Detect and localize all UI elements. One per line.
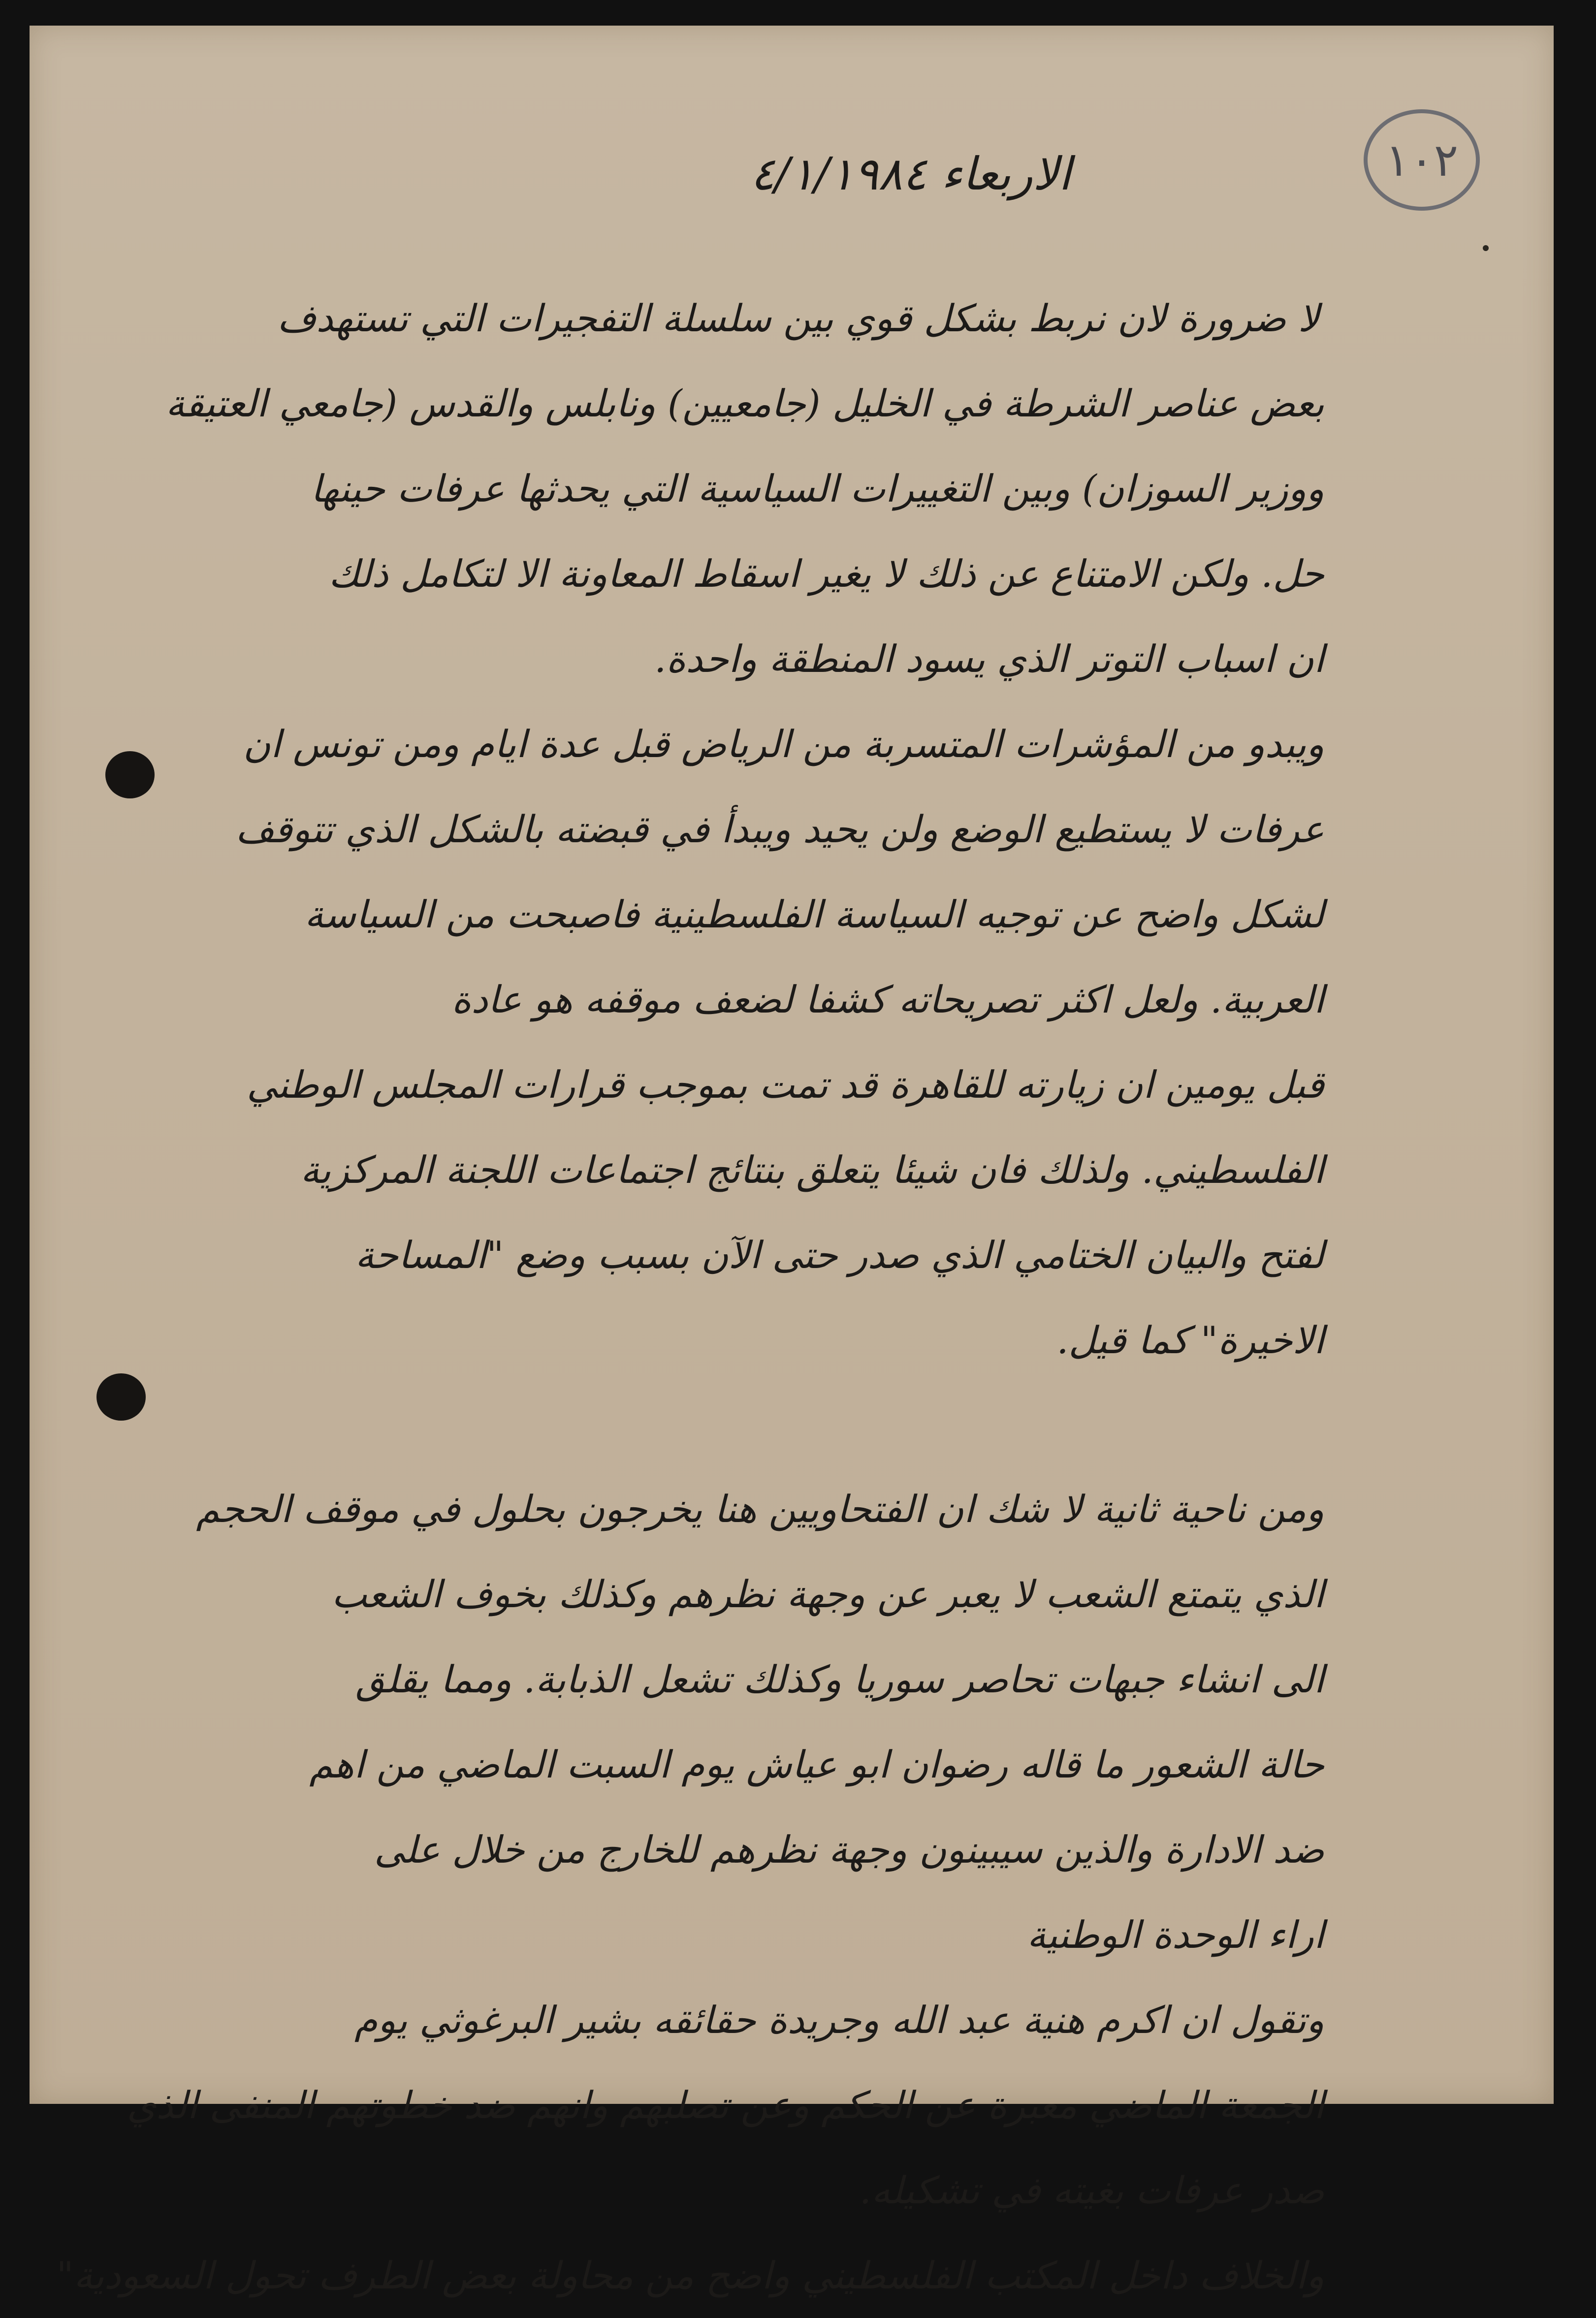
folio-number-stamp bbox=[1364, 109, 1480, 211]
ink-dot bbox=[1483, 245, 1489, 251]
text-line: وتقول ان اكرم هنية عبد الله وجريدة حقائقه بشير البرغوثي يوم bbox=[354, 1998, 1324, 2042]
paragraph bbox=[84, 276, 1324, 701]
text-line: الى انشاء جبهات تحاصر سوريا وكذلك تشعل الذبابة. ومما يقلق bbox=[355, 1657, 1324, 1701]
text-line: ووزير السوزان) وبين التغييرات السياسية التي يحدثها عرفات حينها bbox=[311, 467, 1324, 510]
folio-number: ١٠٢ bbox=[1385, 133, 1459, 187]
text-line: ضد الادارة والذين سيبينون وجهة نظرهم للخارج من خلال على bbox=[374, 1828, 1324, 1872]
text-line: الفلسطيني. ولذلك فان شيئا يتعلق بنتائج اجتماعات اللجنة المركزية bbox=[300, 1148, 1324, 1192]
text-line: عرفات لا يستطيع الوضع ولن يحيد ويبدأ في قبضته بالشكل الذي تتوقف bbox=[235, 807, 1324, 851]
paragraph bbox=[84, 1466, 1324, 1977]
text-line: اراء الوحدة الوطنية bbox=[1027, 1913, 1324, 1957]
text-line: ويبدو من المؤشرات المتسربة من الرياض قبل عدة ايام ومن تونس ان bbox=[243, 722, 1324, 766]
text-line: لفتح والبيان الختامي الذي صدر حتى الآن بسبب وضع "المساحة bbox=[355, 1233, 1324, 1277]
text-line: الاخيرة" كما قيل. bbox=[1056, 1318, 1324, 1362]
text-line: حالة الشعور ما قاله رضوان ابو عياش يوم السبت الماضي من اهم bbox=[309, 1743, 1324, 1786]
punch-hole bbox=[96, 1373, 146, 1421]
text-line: لا ضرورة لان نربط بشكل قوي بين سلسلة التفجيرات التي تستهدف bbox=[277, 296, 1319, 340]
text-line: الذي يتمتع الشعب لا يعبر عن وجهة نظرهم وكذلك بخوف الشعب bbox=[331, 1572, 1324, 1616]
text-line: ان اسباب التوتر الذي يسود المنطقة واحدة. bbox=[654, 637, 1324, 681]
text-line: قبل يومين ان زيارته للقاهرة قد تمت بموجب قرارات المجلس الوطني bbox=[247, 1063, 1324, 1107]
text-line: ومن ناحية ثانية لا شك ان الفتحاويين هنا يخرجون بحلول في موقف الحجم bbox=[196, 1487, 1324, 1531]
text-line: العربية. ولعل اكثر تصريحاته كشفا لضعف موقفه هو عادة bbox=[451, 978, 1324, 1021]
text-line: حل. ولكن الامتناع عن ذلك لا يغير اسقاط المعاونة الا لتكامل ذلك bbox=[328, 552, 1324, 596]
text-line: الجمعة الماضي معبرة عن الحكم وعن تصلبهم وانهم ضد خطوتهم المنفى الذي bbox=[127, 2083, 1324, 2127]
punch-hole bbox=[105, 751, 155, 798]
handwritten-body bbox=[56, 276, 1324, 2318]
text-line: صدر عرفات بغيته في تشكيله. bbox=[859, 2168, 1324, 2212]
text-line: بعض عناصر الشرطة في الخليل (جامعيين) ونابلس والقدس (جامعي العتيقة bbox=[165, 381, 1324, 425]
text-line: لشكل واضح عن توجيه السياسة الفلسطينية فاصبحت من السياسة bbox=[304, 892, 1324, 936]
paragraph bbox=[84, 701, 1324, 1383]
text-line: والخلاف داخل المكتب الفلسطيني واضح من محاولة بعض الطرف تحول السعودية" bbox=[56, 2254, 1324, 2297]
date-line: الاربعاء ٤/١/١٩٨٤ bbox=[750, 148, 1071, 200]
paragraph bbox=[56, 1977, 1324, 2318]
